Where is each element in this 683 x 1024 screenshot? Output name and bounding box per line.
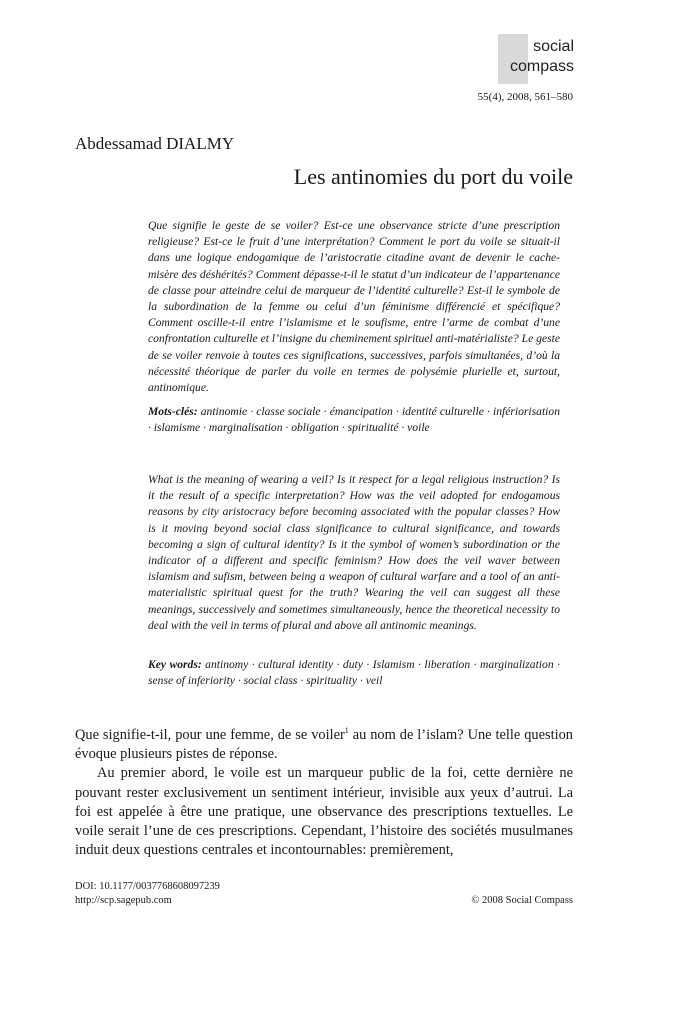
article-title: Les antinomies du port du voile xyxy=(293,164,573,189)
logo-word-social: social xyxy=(533,38,574,55)
keywords-english xyxy=(148,657,560,689)
journal-url[interactable]: http://scp.sagepub.com xyxy=(75,895,172,906)
abstract-french: Que signifie le geste de se voiler? Est-ce une observance stricte d’une prescription religieuse? Est-ce le fruit d’une interprétation? Comment le port du voile se situait-il dans une logique endogamique de l’aristocratie citadine avant de devenir le cache-misère des déshérités? Comment dépasse-t-il le statut d’un indicateur de l’appartenance de classe pour atteindre celui de marqueur de l’identité culturelle? Est-il le symbole de la subordination de la femme ou celui d’un féminisme différencié et spécifique? Comment oscille-t-il entre l’islamisme et le soufisme, entre l’arme de combat d’une confrontation culturelle et l’insigne du cheminement spirituel anti-matérialiste? Le geste de se voiler renvoie à toutes ces significations, successives, parfois simultanées, d’où la nécessité théorique de parler du voile en termes de polysémie plurielle et, surtout, antinomique. xyxy=(148,219,560,395)
copyright: © 2008 Social Compass xyxy=(471,895,573,906)
doi: DOI: 10.1177/0037768608097239 xyxy=(75,881,220,892)
body-p1-start: Que signifie-t-il, pour une femme, de se voiler xyxy=(75,727,345,743)
footnote-marker[interactable]: 1 xyxy=(344,726,349,736)
body-paragraph-2: Au premier abord, le voile est un marqueur public de la foi, cette dernière ne pouvant rester exclusivement un sentiment intérieur, invisible aux yeux d’autrui. La foi est appelée à être une pratique, une observance des prescriptions textuelles. Le voile serait l’une de ces prescriptions. Cependant, l’histoire des sociétés musulmanes induit deux questions centrales et incontournables: premièrement, xyxy=(75,765,573,859)
logo-word-compass: compass xyxy=(509,58,574,75)
abstract-english: What is the meaning of wearing a veil? Is it respect for a legal religious instruction? Is it the result of a specific interpretation? How was the veil adopted for endogamous reasons by city aristocracy before becoming associated with the popular classes? How is it moving beyond social class significance to cultural significance, and towards becoming a sign of cultural identity? Is it the symbol of women’s subordination or the indicator of a different and specific feminism? How does the veil waver between islamism and sufism, between being a weapon of cultural warfare and a tool of an anti-materialistic spiritual quest for the truth? Wearing the veil can suggest all these meanings, successively and sometimes simultaneously, hence the theoretical necessity to deal with the veil in terms of plural and above all antinomic meanings. xyxy=(148,473,560,632)
keywords-english-label: Key words: xyxy=(148,658,202,671)
body-p1-end: au nom de l’islam? Une telle question évoque plusieurs pistes de réponse. xyxy=(75,727,573,763)
journal-citation: 55(4), 2008, 561–580 xyxy=(477,91,573,103)
journal-logo xyxy=(498,34,578,84)
keywords-french-label: Mots-clés: xyxy=(148,405,198,418)
keywords-french-list: antinomie · classe sociale · émancipation · identité culturelle · infériorisation · islamisme · marginalisation · obligation · spiritualité · voile xyxy=(148,405,560,435)
body-text xyxy=(75,726,573,860)
keywords-french xyxy=(148,404,560,436)
author-name: Abdessamad DIALMY xyxy=(75,134,235,153)
body-paragraph-1 xyxy=(75,726,573,764)
footer-left xyxy=(75,880,220,908)
keywords-english-list: antinomy · cultural identity · duty · Islamism · liberation · marginalization · sense of inferiority · social class · spirituality · veil xyxy=(148,658,560,688)
